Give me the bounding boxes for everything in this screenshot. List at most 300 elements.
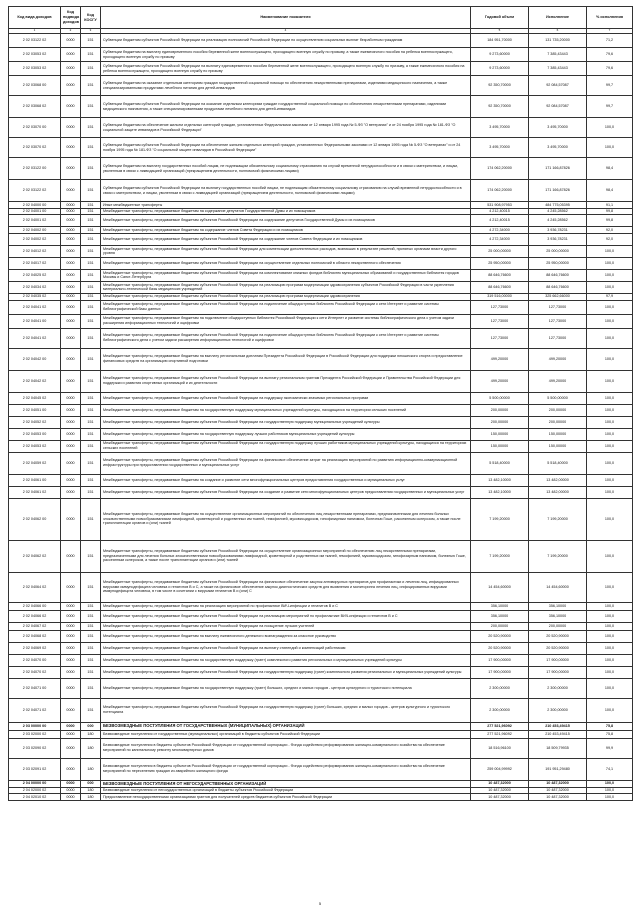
income-code-cell: 2 02 04059 02 [9,452,61,474]
subtype-code-cell: 0000 [61,486,81,498]
execution-cell: 499,20000 [529,370,587,392]
kosgu-code-cell: 151 [81,630,101,642]
table-row [9,404,633,416]
execution-percent-cell: 100,0 [587,622,633,630]
execution-percent-cell: 75,8 [587,730,633,738]
table-row [9,622,633,630]
subtype-code-cell: 0000 [61,498,81,540]
indicator-name-cell: Иные межбюджетные трансферты [101,202,471,209]
annual-volume-cell: 3 495,70000 [471,118,529,138]
table-row [9,300,633,314]
income-code-cell: 2 02 04062 00 [9,498,61,540]
annual-volume-cell: 356,10000 [471,610,529,622]
execution-percent-cell: 100,0 [587,138,633,158]
annual-volume-cell: 127,73000 [471,314,529,328]
kosgu-code-cell: 151 [81,96,101,118]
income-code-cell: 2 03 02090 02 [9,738,61,758]
income-code-cell: 2 02 04070 02 [9,666,61,678]
income-code-cell: 2 02 04071 00 [9,678,61,698]
indicator-name-cell: Безвозмездные поступления в бюджеты субъектов Российской Федерации от государственной корпорации - Фонда содействия реформированию жилищно-коммунального хозяйства на обеспечение мероприятий по капитальному ремонту многоквартирных домов [101,738,471,758]
execution-percent-cell: 100,0 [587,348,633,370]
income-code-cell: 2 02 04053 00 [9,428,61,440]
execution-percent-cell: 100,0 [587,392,633,404]
execution-percent-cell: 79,6 [587,48,633,62]
income-code-cell: 2 02 04035 02 [9,293,61,300]
execution-cell: 92 084,57087 [529,76,587,96]
annual-volume-cell: 4 212,40015 [471,208,529,215]
execution-percent-cell: 100,0 [587,602,633,610]
subtype-code-cell: 0000 [61,730,81,738]
subtype-code-cell: 0000 [61,233,81,245]
table-row [9,227,633,234]
indicator-name-cell: Предоставление негосударственными организациями грантов для получателей средств бюджетов субъектов Российской Федерации [101,794,471,801]
execution-cell: 10 487,32000 [529,787,587,794]
indicator-name-cell: Межбюджетные трансферты, передаваемые бюджетам субъектов Российской Федерации на содержание членов Совета Федерации и их помощников [101,233,471,245]
annual-volume-cell: 9 273,60000 [471,48,529,62]
annual-volume-cell: 10 487,32000 [471,794,529,801]
kosgu-code-cell: 151 [81,202,101,209]
indicator-name-cell: Безвозмездные поступления в бюджеты субъектов Российской Федерации от государственной корпорации - Фонда содействия реформированию жилищно-коммунального хозяйства на обеспечение мероприятий по переселению граждан из аварийного жилищного фонда [101,758,471,780]
indicator-name-cell: Межбюджетные трансферты, передаваемые бюджетам на государственную поддержку (грант) больших, средних и малых городов - центров культурного и туристского потенциала [101,678,471,698]
annual-volume-cell: 17 900,00000 [471,666,529,678]
income-code-cell: 2 02 04062 02 [9,540,61,572]
indicator-name-cell: Межбюджетные трансферты, передаваемые бюджетам субъектов Российской Федерации на финансовое обеспечение закупок антивирусных препаратов для профилактики и лечения лиц, инфицированных вирусами иммунодефицита человека и гепатитов B и C, а также на финансовое обеспечение закупок диагностических средств для выявления и мониторинга лечения лиц, инфицированных вирусами иммунодефицита человека, в том числе в сочетании с вирусами гепатитов B и (или) C [101,572,471,602]
kosgu-code-cell: 151 [81,654,101,666]
indicator-name-cell: Безвозмездные поступления от государственных (муниципальных) организаций в бюджеты субъектов Российской Федерации [101,730,471,738]
income-code-cell: 2 03 00000 00 [9,722,61,730]
subtype-code-cell: 0000 [61,440,81,452]
income-code-cell: 2 02 04042 02 [9,370,61,392]
table-row [9,118,633,138]
kosgu-code-cell: 000 [81,780,101,787]
execution-cell: 3 495,70000 [529,118,587,138]
table-row [9,314,633,328]
income-code-cell: 2 02 04061 00 [9,474,61,486]
subtype-code-cell: 0000 [61,572,81,602]
kosgu-code-cell: 151 [81,498,101,540]
indicator-name-cell: Межбюджетные трансферты, передаваемые бюджетам на государственную поддержку муниципальных учреждений культуры, находящихся на территории сельских поселений [101,404,471,416]
table-body [9,34,633,801]
execution-percent-cell: 100,0 [587,118,633,138]
annual-volume-cell: 150,00000 [471,440,529,452]
subtype-code-cell: 0000 [61,474,81,486]
execution-cell: 92 084,57087 [529,96,587,118]
table-row [9,602,633,610]
annual-volume-cell: 127,73000 [471,328,529,348]
annual-volume-cell: 4 272,34000 [471,227,529,234]
table-row [9,233,633,245]
table-row [9,96,633,118]
execution-cell: 210 453,49415 [529,722,587,730]
annual-volume-cell: 18 516,96100 [471,738,529,758]
income-code-cell: 2 02 03070 02 [9,138,61,158]
income-code-cell: 2 02 04017 02 [9,257,61,269]
execution-percent-cell: 100,0 [587,678,633,698]
kosgu-code-cell: 180 [81,794,101,801]
revenue-table [8,6,633,801]
annual-volume-cell: 92 350,70000 [471,76,529,96]
subtype-code-cell: 0000 [61,96,81,118]
execution-cell: 13 482,00000 [529,486,587,498]
kosgu-code-cell: 151 [81,314,101,328]
table-row [9,642,633,654]
table-row [9,281,633,293]
subtype-code-cell: 0000 [61,642,81,654]
execution-percent-cell: 100,0 [587,281,633,293]
subtype-code-cell: 0000 [61,208,81,215]
execution-cell: 17 900,00000 [529,654,587,666]
execution-cell: 325 662,66000 [529,293,587,300]
annual-volume-cell: 277 521,96092 [471,722,529,730]
table-row [9,474,633,486]
page-number: 5 [318,901,322,906]
execution-percent-cell: 100,0 [587,416,633,428]
kosgu-code-cell: 151 [81,180,101,202]
income-code-cell: 2 04 02010 02 [9,794,61,801]
income-code-cell: 2 02 03070 00 [9,118,61,138]
table-row [9,486,633,498]
annual-volume-cell: 20 520,90000 [471,630,529,642]
subtype-code-cell: 0000 [61,180,81,202]
table-row [9,498,633,540]
annual-volume-cell: 200,00000 [471,404,529,416]
subtype-code-cell: 0000 [61,314,81,328]
annual-volume-cell: 150,00000 [471,428,529,440]
execution-cell: 3 495,70000 [529,138,587,158]
subtype-code-cell: 0000 [61,138,81,158]
indicator-name-cell: Субвенции бюджетам на выплату государственных пособий лицам, не подлежащим обязательному социальному страхованию на случай временной нетрудоспособности и в связи с материнством, и лицам, уволенным в связи с ликвидацией организаций (прекращением деятельности, полномочий физическими лицами) [101,158,471,180]
execution-percent-cell: 100,0 [587,269,633,281]
income-code-cell: 2 02 04064 02 [9,572,61,602]
income-code-cell: 2 02 04025 02 [9,269,61,281]
execution-percent-cell: 99,7 [587,96,633,118]
execution-cell: 127,73000 [529,328,587,348]
execution-percent-cell: 100,0 [587,787,633,794]
kosgu-code-cell: 151 [81,293,101,300]
income-code-cell: 2 02 04052 02 [9,416,61,428]
income-code-cell: 2 02 03068 00 [9,76,61,96]
annual-volume-cell: 499,20000 [471,348,529,370]
kosgu-code-cell: 151 [81,257,101,269]
kosgu-code-cell: 151 [81,34,101,48]
table-row [9,730,633,738]
execution-percent-cell: 100,0 [587,698,633,722]
annual-volume-cell: 20 520,90000 [471,642,529,654]
annual-volume-cell: 17 900,00000 [471,654,529,666]
annual-volume-cell: 25 000,00000 [471,245,529,257]
kosgu-code-cell: 180 [81,730,101,738]
indicator-name-cell: Межбюджетные трансферты, передаваемые бюджетам субъектов Российской Федерации на государственную поддержку (грант) комплексного развития региональных и муниципальных учреждений культуры [101,666,471,678]
annual-volume-cell: 13 482,10000 [471,474,529,486]
column-index: 2 [61,29,81,34]
kosgu-code-cell: 151 [81,678,101,698]
table-row [9,215,633,227]
header-kosgu-code: Код КОСГУ [81,7,101,29]
annual-volume-cell: 25 950,00000 [471,257,529,269]
income-code-cell: 2 02 03053 02 [9,48,61,62]
subtype-code-cell: 0000 [61,328,81,348]
execution-cell: 127,73000 [529,300,587,314]
execution-cell: 7 385,43443 [529,62,587,76]
subtype-code-cell: 0000 [61,392,81,404]
indicator-name-cell: Межбюджетные трансферты, передаваемые бюджетам на содержание депутатов Государственной Думы и их помощников [101,208,471,215]
execution-percent-cell: 100,0 [587,257,633,269]
execution-cell: 3 936,78231 [529,227,587,234]
indicator-name-cell: Субвенции бюджетам на выплату единовременного пособия беременной жене военнослужащего, проходящего военную службу по призыву, а также ежемесячного пособия на ребенка военнослужащего, проходящего военную службу по призыву [101,48,471,62]
execution-percent-cell: 100,0 [587,245,633,257]
execution-cell: 13 482,00000 [529,474,587,486]
subtype-code-cell: 0000 [61,787,81,794]
execution-cell: 200,00000 [529,416,587,428]
execution-cell: 200,00000 [529,622,587,630]
subtype-code-cell: 0000 [61,62,81,76]
annual-volume-cell: 2 300,00000 [471,698,529,722]
kosgu-code-cell: 180 [81,738,101,758]
subtype-code-cell: 0000 [61,348,81,370]
kosgu-code-cell: 151 [81,76,101,96]
annual-volume-cell: 7 199,20000 [471,540,529,572]
indicator-name-cell: Межбюджетные трансферты, передаваемые бюджетам на выплату региональным доплатам Президента Российской Федерации в Российской Федерации для поддержки юношеского спорта и предоставление финансовых средств на организацию спортивной подготовки [101,348,471,370]
kosgu-code-cell: 151 [81,158,101,180]
annual-volume-cell: 4 272,34000 [471,233,529,245]
execution-percent-cell: 100,0 [587,486,633,498]
kosgu-code-cell: 151 [81,452,101,474]
subtype-code-cell: 0000 [61,300,81,314]
execution-cell: 356,10000 [529,610,587,622]
income-code-cell: 2 02 03122 00 [9,158,61,180]
table-row [9,787,633,794]
execution-percent-cell: 99,7 [587,76,633,96]
annual-volume-cell: 127,73000 [471,300,529,314]
indicator-name-cell: Межбюджетные трансферты, передаваемые бюджетам субъектов Российской Федерации на создание и развитие сети многофункциональных центров предоставления государственных и муниципальных услуг [101,486,471,498]
table-row [9,138,633,158]
execution-cell: 10 487,32000 [529,780,587,787]
income-code-cell: 2 02 04069 02 [9,642,61,654]
table-row [9,208,633,215]
kosgu-code-cell: 151 [81,486,101,498]
table-row [9,666,633,678]
execution-cell: 4 245,28562 [529,208,587,215]
income-code-cell: 2 02 04002 02 [9,233,61,245]
table-row [9,758,633,780]
execution-cell: 7 199,20000 [529,498,587,540]
kosgu-code-cell: 151 [81,404,101,416]
kosgu-code-cell: 151 [81,300,101,314]
indicator-name-cell: Межбюджетные трансферты, передаваемые бюджетам субъектов Российской Федерации на осуществление отдельных полномочий в области лекарственного обеспечения [101,257,471,269]
execution-cell: 499,20000 [529,348,587,370]
execution-cell: 5 500,00000 [529,392,587,404]
header-annual-volume: Годовой объем [471,7,529,29]
subtype-code-cell: 0000 [61,794,81,801]
table-row [9,34,633,48]
indicator-name-cell: Субвенции бюджетам субъектов Российской Федерации на выплату государственных пособий лицам, не подлежащим обязательному социальному страхованию на случай временной нетрудоспособности и в связи с материнством, и лицам, уволенным в связи с ликвидацией организаций (прекращением деятельности, полномочий физическими лицами) [101,180,471,202]
subtype-code-cell: 0000 [61,34,81,48]
subtype-code-cell: 0000 [61,666,81,678]
execution-percent-cell: 100,0 [587,794,633,801]
table-row [9,780,633,787]
execution-percent-cell: 99,8 [587,208,633,215]
indicator-name-cell: Межбюджетные трансферты, передаваемые бюджетам субъектов Российской Федерации на реализацию мероприятий по профилактике ВИЧ-инфекции и гепатитов B и C [101,610,471,622]
table-row [9,540,633,572]
kosgu-code-cell: 151 [81,348,101,370]
execution-percent-cell: 75,8 [587,722,633,730]
kosgu-code-cell: 151 [81,62,101,76]
table-row [9,654,633,666]
subtype-code-cell: 0000 [61,758,81,780]
subtype-code-cell: 0000 [61,404,81,416]
table-row [9,269,633,281]
annual-volume-cell: 2 300,00000 [471,678,529,698]
execution-percent-cell: 100,0 [587,780,633,787]
header-income-code: Код вида доходов [9,7,61,29]
execution-percent-cell: 98,4 [587,180,633,202]
indicator-name-cell: Безвозмездные поступления от негосударственных организаций в бюджеты субъектов Российской Федерации [101,787,471,794]
indicator-name-cell: Межбюджетные трансферты, передаваемые бюджетам субъектов Российской Федерации на государственную поддержку лучших работников муниципальных учреждений культуры, находящихся на территориях сельских поселений [101,440,471,452]
execution-percent-cell: 92,0 [587,233,633,245]
kosgu-code-cell: 151 [81,622,101,630]
execution-cell: 356,10000 [529,602,587,610]
table-row [9,452,633,474]
annual-volume-cell: 7 199,20000 [471,498,529,540]
execution-percent-cell: 100,0 [587,498,633,540]
subtype-code-cell: 0000 [61,654,81,666]
table-header-row [9,7,633,29]
subtype-code-cell: 0000 [61,610,81,622]
kosgu-code-cell: 151 [81,227,101,234]
income-code-cell: 2 02 04066 00 [9,602,61,610]
execution-cell: 171 166,87826 [529,158,587,180]
income-code-cell: 2 02 04001 00 [9,208,61,215]
table-row [9,62,633,76]
income-code-cell: 2 02 04070 00 [9,654,61,666]
kosgu-code-cell: 180 [81,758,101,780]
kosgu-code-cell: 151 [81,642,101,654]
indicator-name-cell: Субвенции бюджетам на оказание отдельным категориям граждан государственной социальной помощи по обеспечению лекарственными препаратами, изделиями медицинского назначения, а также специализированными продуктами лечебного питания для детей-инвалидов [101,76,471,96]
kosgu-code-cell: 151 [81,392,101,404]
execution-percent-cell: 100,0 [587,300,633,314]
header-execution-percent: % исполнения [587,7,633,29]
execution-cell: 127,73000 [529,314,587,328]
execution-percent-cell: 92,0 [587,227,633,234]
execution-percent-cell: 100,0 [587,572,633,602]
header-execution: Исполнение [529,7,587,29]
kosgu-code-cell: 151 [81,328,101,348]
indicator-name-cell: Межбюджетные трансферты, передаваемые бюджетам субъектов Российской Федерации на финансовое обеспечение затрат на реализацию мероприятий по развитию информационно-коммуникационной инфраструктуры при предоставлении государственных и муниципальных услуг [101,452,471,474]
indicator-name-cell: Субвенции бюджетам субъектов Российской Федерации на оказание отдельным категориям граждан государственной социальной помощи по обеспечению лекарственными препаратами, изделиями медицинского назначения, а также специализированными продуктами лечебного питания для детей-инвалидов [101,96,471,118]
execution-percent-cell: 91,1 [587,202,633,209]
indicator-name-cell: Межбюджетные трансферты, передаваемые бюджетам на выплату ежемесячного денежного вознаграждения за классное руководство [101,630,471,642]
indicator-name-cell: Межбюджетные трансферты, передаваемые бюджетам субъектов Российской Федерации на подключение общедоступных библиотек Российской Федерации к сети Интернет и развитие системы библиографической базы данных [101,300,471,314]
table-row [9,348,633,370]
subtype-code-cell: 0000 [61,622,81,630]
document-page [8,6,632,906]
subtype-code-cell: 0000 [61,257,81,269]
column-index: 7 [587,29,633,34]
execution-cell: 210 453,49415 [529,730,587,738]
execution-cell: 14 454,60000 [529,572,587,602]
execution-percent-cell: 100,0 [587,452,633,474]
subtype-code-cell: 0000 [61,281,81,293]
indicator-name-cell: Межбюджетные трансферты, передаваемые бюджетам субъектов Российской Федерации на комплектование книжных фондов библиотек муниципальных образований и государственных библиотек городов Москвы и Санкт-Петербурга [101,269,471,281]
annual-volume-cell: 174 062,20000 [471,180,529,202]
execution-cell: 131 735,20000 [529,34,587,48]
indicator-name-cell: БЕЗВОЗМЕЗДНЫЕ ПОСТУПЛЕНИЯ ОТ ГОСУДАРСТВЕННЫХ (МУНИЦИПАЛЬНЫХ) ОРГАНИЗАЦИЙ [101,722,471,730]
execution-cell: 150,00000 [529,428,587,440]
table-row [9,392,633,404]
execution-cell: 20 520,90000 [529,642,587,654]
subtype-code-cell: 0000 [61,780,81,787]
execution-cell: 88 646,76600 [529,269,587,281]
execution-cell: 171 166,87826 [529,180,587,202]
column-index: 6 [529,29,587,34]
table-row [9,794,633,801]
execution-cell: 17 900,00000 [529,666,587,678]
table-row [9,738,633,758]
execution-percent-cell: 99,8 [587,215,633,227]
annual-volume-cell: 5 518,40000 [471,452,529,474]
kosgu-code-cell: 151 [81,138,101,158]
subtype-code-cell: 0000 [61,738,81,758]
kosgu-code-cell: 151 [81,698,101,722]
indicator-name-cell: Субвенции бюджетам на обеспечение жильем отдельных категорий граждан, установленных Федеральными законами от 12 января 1995 года № 5-ФЗ "О ветеранах" и от 24 ноября 1995 года № 181-ФЗ "О социальной защите инвалидов в Российской Федерации" [101,118,471,138]
column-index: 3 [81,29,101,34]
table-row [9,428,633,440]
annual-volume-cell: 88 646,76600 [471,269,529,281]
table-row [9,158,633,180]
kosgu-code-cell: 151 [81,208,101,215]
income-code-cell: 2 04 00000 00 [9,780,61,787]
subtype-code-cell: 0000 [61,202,81,209]
indicator-name-cell: Межбюджетные трансферты, передаваемые бюджетам на государственную поддержку (грант) комплексного развития региональных и муниципальных учреждений культуры [101,654,471,666]
execution-percent-cell: 100,0 [587,370,633,392]
table-row [9,440,633,452]
kosgu-code-cell: 151 [81,118,101,138]
annual-volume-cell: 200,00000 [471,416,529,428]
indicator-name-cell: Межбюджетные трансферты, передаваемые бюджетам субъектов Российской Федерации на содержание депутатов Государственной Думы и их помощников [101,215,471,227]
execution-percent-cell: 100,0 [587,666,633,678]
income-code-cell: 2 02 04012 02 [9,245,61,257]
kosgu-code-cell: 151 [81,416,101,428]
annual-volume-cell: 259 004,99992 [471,758,529,780]
indicator-name-cell: Межбюджетные трансферты, передаваемые бюджетам субъектов Российской Федерации на выплату стипендий и компенсаций работникам [101,642,471,654]
header-indicator-name: Наименование показателя [101,7,471,29]
annual-volume-cell: 174 062,20000 [471,158,529,180]
execution-cell: 7 385,43443 [529,48,587,62]
kosgu-code-cell: 151 [81,233,101,245]
execution-percent-cell: 100,0 [587,328,633,348]
table-row [9,76,633,96]
execution-cell: 4 245,28562 [529,215,587,227]
kosgu-code-cell: 000 [81,722,101,730]
subtype-code-cell: 0000 [61,416,81,428]
indicator-name-cell: Межбюджетные трансферты, передаваемые бюджетам субъектов Российской Федерации на государственную поддержку (грант) больших, средних и малых городов - центров культурного и туристского потенциала [101,698,471,722]
table-row [9,370,633,392]
kosgu-code-cell: 151 [81,428,101,440]
annual-volume-cell: 13 482,10000 [471,486,529,498]
annual-volume-cell: 184 951,70000 [471,34,529,48]
income-code-cell: 2 02 03068 02 [9,96,61,118]
income-code-cell: 2 02 04051 00 [9,404,61,416]
subtype-code-cell: 0000 [61,452,81,474]
execution-cell: 200,00000 [529,404,587,416]
annual-volume-cell: 5 500,00000 [471,392,529,404]
indicator-name-cell: Субвенции бюджетам субъектов Российской Федерации на обеспечение жильем отдельных категорий граждан, установленных Федеральными законами от 12 января 1995 года № 5-ФЗ "О ветеранах" и от 24 ноября 1995 года № 181-ФЗ "О социальной защите инвалидов в Российской Федерации" [101,138,471,158]
income-code-cell: 2 02 04000 00 [9,202,61,209]
execution-cell: 10 487,32000 [529,794,587,801]
kosgu-code-cell: 151 [81,245,101,257]
subtype-code-cell: 0000 [61,269,81,281]
income-code-cell: 2 02 04061 02 [9,486,61,498]
